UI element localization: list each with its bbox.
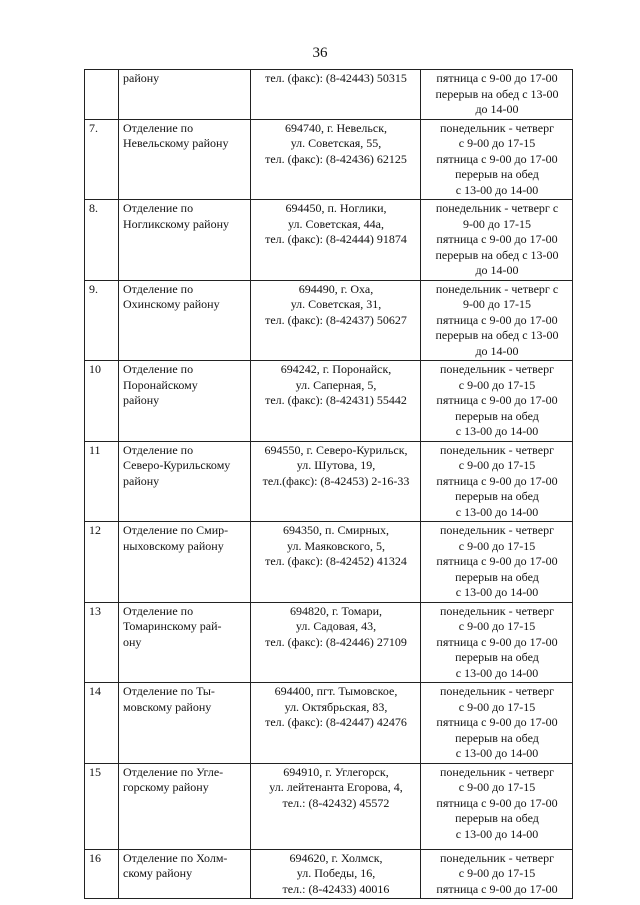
office-address: [251, 602, 421, 683]
office-address: [251, 763, 421, 849]
office-address-line: 694910, г. Углегорск,: [283, 764, 389, 779]
office-address-line: тел. (факс): (8-42452) 41324: [265, 554, 407, 568]
office-hours-line: пятница с 9-00 до 17-00: [436, 393, 558, 407]
office-hours-line: с 9-00 до 17-15: [458, 458, 536, 472]
row-number: 12: [85, 522, 119, 603]
office-hours-line: с 9-00 до 17-15: [458, 699, 536, 714]
office-hours-line: 9-00 до 17-15: [462, 297, 532, 311]
offices-table: [84, 69, 573, 899]
office-hours-line: понедельник - четверг: [439, 362, 555, 376]
row-number: 15: [85, 763, 119, 849]
row-number: 10: [85, 361, 119, 442]
office-hours-line: с 9-00 до 17-15: [458, 377, 536, 392]
office-address: [251, 441, 421, 522]
offices-table-body: [85, 70, 573, 899]
office-address: [251, 70, 421, 120]
office-hours-line: пятница с 9-00 до 17-00: [436, 71, 558, 85]
row-number: 9.: [85, 280, 119, 361]
office-hours-line: пятница с 9-00 до 17-00: [436, 151, 558, 166]
office-name-line: Поронайскому: [123, 377, 198, 392]
office-name-line: Отделение по: [123, 603, 194, 618]
office-address: [251, 361, 421, 442]
office-hours-line: с 13-00 до 14-00: [455, 826, 539, 841]
office-address-line: тел. (факс): (8-42443) 50315: [265, 71, 407, 85]
office-address-line: тел. (факс): (8-42444) 91874: [265, 232, 407, 246]
office-name-line: Отделение по: [123, 201, 194, 215]
office-hours: [421, 683, 573, 764]
office-hours-line: с 13-00 до 14-00: [455, 746, 539, 760]
office-hours-line: перерыв на обед с 13-00: [435, 247, 559, 262]
office-address-line: ул. Шутова, 19,: [296, 458, 376, 472]
office-name: [119, 763, 251, 849]
office-hours-line: перерыв на обед: [455, 408, 539, 423]
office-hours-line: с 9-00 до 17-15: [458, 780, 536, 794]
office-address-line: ул. Саперная, 5,: [295, 377, 377, 392]
office-name-line: Невельскому району: [123, 136, 229, 150]
office-address-line: тел. (факс): (8-42447) 42476: [265, 715, 407, 729]
office-address-line: тел.: (8-42432) 45572: [282, 795, 390, 810]
office-name-line: району: [123, 473, 160, 488]
office-name-line: ныховскому району: [123, 538, 224, 553]
table-row: [85, 849, 573, 899]
office-name: [119, 200, 251, 281]
office-address-line: 694400, пгт. Тымовское,: [274, 684, 398, 698]
office-hours-line: пятница с 9-00 до 17-00: [436, 473, 558, 488]
office-name: [119, 441, 251, 522]
row-number: 14: [85, 683, 119, 764]
office-hours-line: понедельник - четверг: [439, 764, 555, 779]
office-hours-line: пятница с 9-00 до 17-00: [436, 881, 558, 896]
office-name-line: району: [123, 393, 160, 407]
office-hours-line: понедельник - четверг: [439, 120, 555, 135]
table-row: [85, 522, 573, 603]
row-number: [85, 70, 119, 120]
office-hours-line: с 13-00 до 14-00: [455, 424, 539, 438]
office-hours-line: перерыв на обед: [455, 650, 539, 664]
office-name-line: Охинскому району: [123, 297, 220, 311]
office-hours: [421, 602, 573, 683]
office-address: [251, 200, 421, 281]
office-name-line: Северо-Курильскому: [123, 458, 231, 472]
office-address-line: 694740, г. Невельск,: [284, 120, 388, 135]
office-address-line: ул. лейтенанта Егорова, 4,: [269, 780, 403, 794]
office-hours-line: до 14-00: [475, 102, 519, 116]
office-hours-line: понедельник - четверг: [439, 442, 555, 457]
office-name: [119, 361, 251, 442]
office-hours-line: с 13-00 до 14-00: [455, 504, 539, 519]
office-name: [119, 119, 251, 200]
office-name: [119, 849, 251, 899]
office-hours: [421, 70, 573, 120]
office-address-line: 694550, г. Северо-Курильск,: [264, 442, 408, 457]
office-hours: [421, 763, 573, 849]
office-hours: [421, 522, 573, 603]
office-hours-line: перерыв на обед: [455, 811, 539, 825]
office-name-line: Томаринскому рай-: [123, 619, 222, 633]
office-address-line: тел. (факс): (8-42446) 27109: [265, 634, 407, 649]
office-hours-line: перерыв на обед: [455, 489, 539, 503]
office-hours: [421, 849, 573, 899]
office-address: [251, 119, 421, 200]
office-hours-line: с 9-00 до 17-15: [458, 866, 536, 880]
office-name-line: району: [123, 71, 160, 85]
office-address-line: тел.: (8-42433) 40016: [282, 881, 390, 896]
office-address: [251, 683, 421, 764]
office-name-line: Отделение по: [123, 442, 194, 457]
office-name: [119, 280, 251, 361]
office-hours-line: перерыв на обед: [455, 730, 539, 745]
office-hours-line: пятница с 9-00 до 17-00: [436, 634, 558, 649]
office-hours-line: с 13-00 до 14-00: [455, 665, 539, 680]
office-hours-line: понедельник - четверг: [439, 603, 555, 618]
office-address-line: ул. Садовая, 43,: [295, 619, 377, 633]
office-name-line: ону: [123, 634, 142, 649]
office-hours: [421, 361, 573, 442]
office-hours-line: перерыв на обед с 13-00: [435, 86, 559, 101]
office-hours-line: понедельник - четверг: [439, 684, 555, 698]
office-hours-line: перерыв на обед: [455, 167, 539, 181]
office-address: [251, 849, 421, 899]
office-address-line: ул. Маяковского, 5,: [287, 538, 385, 553]
office-address-line: ул. Советская, 31,: [290, 297, 382, 311]
office-address-line: тел. (факс): (8-42437) 50627: [265, 312, 407, 327]
office-address-line: 694450, п. Ноглики,: [285, 201, 387, 215]
office-address: [251, 522, 421, 603]
office-address: [251, 280, 421, 361]
office-name-line: Ногликскому району: [123, 216, 230, 231]
office-name-line: Отделение по Смир-: [123, 523, 229, 537]
office-hours: [421, 441, 573, 522]
office-name-line: скому району: [123, 866, 193, 880]
table-row: [85, 602, 573, 683]
table-row: [85, 763, 573, 849]
office-hours-line: с 13-00 до 14-00: [455, 182, 539, 197]
office-address-line: 694350, п. Смирных,: [283, 523, 389, 537]
office-address-line: 694242, г. Поронайск,: [280, 362, 392, 376]
office-hours-line: понедельник - четверг с: [435, 201, 559, 215]
office-name-line: Отделение по: [123, 120, 194, 135]
office-hours-line: до 14-00: [475, 263, 519, 277]
office-hours-line: пятница с 9-00 до 17-00: [436, 232, 558, 246]
row-number: 8.: [85, 200, 119, 281]
row-number: 7.: [85, 119, 119, 200]
office-address-line: тел.(факс): (8-42453) 2-16-33: [262, 473, 410, 488]
office-hours-line: понедельник - четверг с: [435, 281, 559, 296]
row-number: 11: [85, 441, 119, 522]
office-hours: [421, 280, 573, 361]
office-hours: [421, 200, 573, 281]
office-hours-line: с 13-00 до 14-00: [455, 585, 539, 599]
office-hours-line: пятница с 9-00 до 17-00: [436, 312, 558, 327]
table-row: [85, 683, 573, 764]
table-row: [85, 119, 573, 200]
office-hours-line: с 9-00 до 17-15: [458, 136, 536, 150]
office-hours-line: до 14-00: [475, 343, 519, 358]
office-hours-line: 9-00 до 17-15: [462, 216, 532, 231]
office-address-line: 694620, г. Холмск,: [289, 850, 383, 865]
office-name-line: Отделение по: [123, 362, 194, 376]
office-address-line: ул. Советская, 55,: [290, 136, 382, 150]
office-name-line: горскому району: [123, 780, 209, 794]
office-hours-line: пятница с 9-00 до 17-00: [436, 715, 558, 729]
office-hours-line: понедельник - четверг: [439, 850, 555, 865]
office-name-line: Отделение по Холм-: [123, 850, 228, 865]
office-hours: [421, 119, 573, 200]
office-hours-line: пятница с 9-00 до 17-00: [436, 795, 558, 810]
office-name: [119, 683, 251, 764]
office-address-line: тел. (факс): (8-42431) 55442: [265, 393, 407, 407]
office-name: [119, 522, 251, 603]
office-name-line: Отделение по Угле-: [123, 764, 224, 779]
office-hours-line: перерыв на обед: [455, 569, 539, 584]
office-name: [119, 70, 251, 120]
table-row: [85, 70, 573, 120]
table-row: [85, 361, 573, 442]
row-number: 16: [85, 849, 119, 899]
office-address-line: тел. (факс): (8-42436) 62125: [265, 151, 407, 166]
table-row: [85, 441, 573, 522]
office-hours-line: с 9-00 до 17-15: [458, 619, 536, 633]
office-address-line: ул. Октябрьская, 83,: [284, 699, 388, 714]
table-row: [85, 280, 573, 361]
office-hours-line: с 9-00 до 17-15: [458, 538, 536, 553]
office-name-line: Отделение по: [123, 281, 194, 296]
office-name: [119, 602, 251, 683]
office-hours-line: пятница с 9-00 до 17-00: [436, 554, 558, 568]
office-address-line: 694490, г. Оха,: [298, 281, 374, 296]
office-address-line: 694820, г. Томари,: [289, 603, 383, 618]
office-address-line: ул. Победы, 16,: [296, 866, 376, 880]
office-name-line: мовскому району: [123, 699, 212, 714]
table-row: [85, 200, 573, 281]
page-number: 36: [312, 45, 328, 61]
office-address-line: ул. Советская, 44а,: [288, 216, 384, 231]
office-hours-line: перерыв на обед с 13-00: [435, 328, 559, 342]
office-hours-line: понедельник - четверг: [439, 523, 555, 537]
row-number: 13: [85, 602, 119, 683]
office-name-line: Отделение по Ты-: [123, 684, 215, 698]
